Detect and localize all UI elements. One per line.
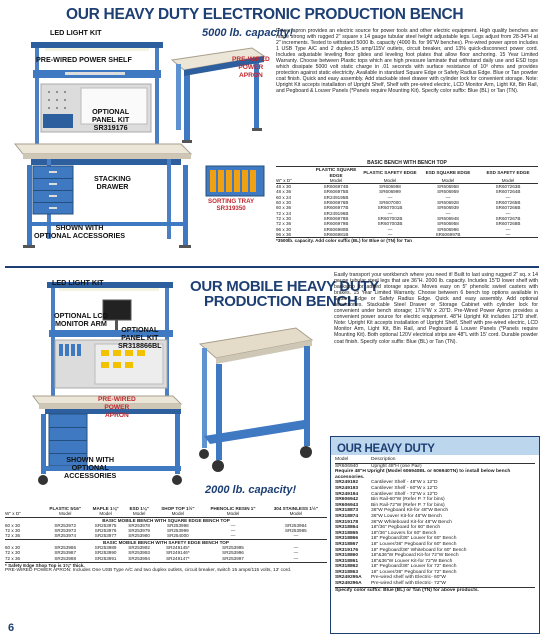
- top-group-2: ESD SQUARE EDGE: [425, 169, 471, 175]
- col-description: Description: [371, 457, 396, 462]
- model-cell: SR253995: [222, 545, 244, 551]
- model-cell: SR253993: [128, 550, 150, 556]
- model-cell: —: [505, 231, 511, 237]
- accessory-description: 18"/36" Pegboard for 60" Bench: [371, 525, 441, 531]
- accessory-model: SR318862: [335, 564, 359, 570]
- accessory-description: 18" Louver/36" Pegboard for 72" Bench: [371, 569, 457, 575]
- model-cell: SR606981B: [323, 231, 349, 237]
- model-cell: SR606959: [437, 189, 459, 195]
- size-header: W" x D": [5, 511, 21, 517]
- model-cell: SR606978B: [323, 215, 349, 221]
- size-cell: 60 x 30: [5, 545, 21, 551]
- model-cell: SR253980: [128, 533, 150, 539]
- accessories-require-note: Require 48"H Upright (Model 606940BL or 606940TN) to install below bench accessories.: [335, 469, 511, 480]
- model-cell: SR253974: [54, 533, 77, 539]
- model-cell: SR253992: [128, 545, 150, 551]
- accessory-description: 18" Pegboard/36" Louver for 60" Bench: [371, 536, 457, 542]
- model-cell: SR253977: [94, 533, 117, 539]
- model-cell: SR606980B: [323, 226, 349, 232]
- accessory-model: SR319176: [335, 547, 359, 553]
- size-cell: 48 x 30: [276, 184, 292, 190]
- model-cell: SR253989: [94, 545, 117, 551]
- callout-sorting-tray: SORTING TRAY SR319350: [208, 198, 255, 212]
- model-cell: —: [505, 210, 511, 216]
- accessory-description: Cantilever Shelf - 48"W x 12"D: [371, 480, 438, 486]
- model-cell: SR253975: [94, 522, 117, 528]
- accessory-model: SR606943: [335, 502, 359, 508]
- accessories-col-headers: [335, 457, 535, 464]
- accessory-description: 18" Pegboard/36" Louver for 72" Bench: [371, 564, 457, 570]
- size-cell: 48 x 36: [276, 189, 292, 195]
- mid-table-group-row: [5, 506, 327, 511]
- mid-table-footnote-1: * Safety Edge Shop Top is 1⅜" thick.: [5, 562, 327, 568]
- model-cell: —: [445, 210, 451, 216]
- model-cell: SR607267B: [495, 215, 521, 221]
- accessory-description: 36"W Pegboard Kit-for 48"W Bench: [371, 508, 449, 514]
- accessory-description: 18" Pegboard/36" Whiteboard for 60" Bench: [371, 547, 467, 553]
- size-cell: 60 x 36: [276, 205, 292, 211]
- model-header: Model: [289, 511, 303, 517]
- accessory-model: SR318863: [335, 569, 359, 575]
- size-cell: 96 x 30: [276, 226, 292, 232]
- model-header: Model: [383, 177, 397, 183]
- model-cell: SR607268B: [495, 221, 521, 227]
- size-cell: 60 x 24: [276, 194, 292, 200]
- model-cell: SR606996: [437, 226, 459, 232]
- first-desc: Upright 48"H (one Pair): [371, 463, 422, 469]
- accessories-header: [331, 437, 539, 455]
- size-cell: 72 x 24: [276, 210, 292, 216]
- size-cell: 72 x 30: [5, 550, 21, 556]
- model-cell: —: [230, 522, 236, 528]
- mid-capacity: 2000 lb. capacity!: [205, 484, 297, 496]
- model-cell: —: [505, 194, 511, 200]
- model-cell: —: [230, 533, 236, 539]
- accessory-model: SR318867: [335, 541, 359, 547]
- page-number: 6: [8, 622, 15, 634]
- size-cell: 72 x 30: [276, 215, 292, 221]
- accessory-model: SR318873: [335, 508, 359, 514]
- model-cell: SR249196B: [323, 210, 349, 216]
- callout-power-shelf: PRE-WIRED POWER SHELF: [36, 55, 132, 64]
- accessory-description: Pre-wired shelf with Electric- 72"W: [371, 581, 446, 587]
- model-cell: SR253997: [222, 555, 244, 561]
- mid-group-2: ESD 1⅛": [129, 506, 149, 511]
- plain-mobile-bench-photo: [196, 318, 316, 478]
- model-cell: SR253996: [222, 550, 244, 556]
- model-header: Model: [501, 177, 515, 183]
- model-cell: SR253988: [54, 555, 77, 561]
- accessories-list: [335, 480, 535, 586]
- model-cell: SR606939: [437, 205, 459, 211]
- accessory-description: 18"/36" Louvers for 60" Bench: [371, 530, 437, 536]
- accessory-model: SR606942: [335, 497, 359, 503]
- accessory-model: SR319178: [335, 519, 359, 525]
- model-cell: SR253998: [167, 522, 189, 528]
- model-cell: —: [293, 533, 299, 539]
- model-header: Model: [329, 177, 343, 183]
- model-cell: —: [387, 226, 393, 232]
- top-title: OUR HEAVY DUTY ELECTRONIC PRODUCTION BENCH: [66, 6, 464, 23]
- model-cell: SR253987: [54, 550, 77, 556]
- top-group-0: PLASTIC SQUARE EDGE: [315, 167, 357, 178]
- mid-description: Easily transport your workbench where you need it! Built to last using rugged 2" sq. x 14 gauge tubular steel legs that are 36"H. 2000 lb. capacity. Includes 15"D lower shelf with backstop for added storage space. Moves easy on 5" phenolic swivel casters with brakes. 15 Year Limited Warranty. Choose between 6 bench top options available in Square Edge or Safety Radius Edge. Quick and easy assembly. Add optional accessories. Stackable Steel Drawer or Storage Cabinet with cylinder lock for convenient under bench storage; 17⅞"W x 20"D. Pre-Wired Power Apron provides a convenient power source for electric equipment. 48"H Upright Kit includes 12"D shelf. Note: Upright Kit accepts installation of Upright Shelf, Shelf with pre-wired electric, LCD Monitor Arm, Light Kit, Bin Rail, and Pegboard & Louver Panels (*Panels require Mounting Kit). Both optional 120V electrical strips are 48"L with 15' cord. Durable powder coat finish. Specify color suffix: Blue (BL) or Tan (TN).: [334, 272, 538, 345]
- model-cell: —: [387, 194, 393, 200]
- model-cell: SR253990: [94, 550, 117, 556]
- model-cell: SR607002B: [377, 215, 403, 221]
- plain-mobile-bench-illustration: [196, 318, 316, 478]
- model-cell: SR606979B: [323, 221, 349, 227]
- callout-power-apron-top: PRE-WIRED POWER APRON: [232, 56, 270, 79]
- callout-led-light-top: LED LIGHT KIT: [50, 28, 102, 37]
- accessory-description: Bin Rail-72"W (Refer P. 7 for bins): [371, 502, 445, 508]
- top-capacity: 5000 lb. capacity!: [202, 27, 294, 39]
- table-caption: BASIC MOBILE BENCH WITH SAFETY EDGE BENCH TOP: [5, 539, 327, 545]
- top-group-1: PLASTIC SAFETY EDGE: [363, 169, 417, 175]
- accessory-description: 18" Louver/36" Pegboard for 60" Bench: [371, 541, 457, 547]
- accessory-model: SR318860: [335, 553, 359, 559]
- model-cell: SR249145*: [166, 545, 190, 551]
- table-row: [5, 556, 327, 561]
- model-cell: SR253999: [167, 528, 189, 534]
- top-table-footnote: *3500lb. capacity. Add color suffix (BL) for Blue or (TN) for Tan: [276, 237, 538, 243]
- model-cell: SR253979: [128, 528, 150, 534]
- model-cell: SR253984: [285, 522, 307, 528]
- callout-panel-kit-top: OPTIONAL PANEL KIT SR319176: [92, 107, 130, 132]
- accessory-model: SR318861: [335, 558, 359, 564]
- accessories-suffix-note: Specify color suffix: Blue (BL) or Tan (TN) for above products.: [335, 587, 535, 594]
- model-cell: SR253978: [128, 522, 150, 528]
- model-header: Model: [441, 177, 455, 183]
- model-cell: SR607265B: [495, 200, 521, 206]
- model-cell: SR607264B: [495, 189, 521, 195]
- top-table: [276, 167, 538, 237]
- callout-shown-optional-top: SHOWN WITH OPTIONAL ACCESSORIES: [34, 223, 126, 240]
- model-cell: —: [230, 528, 236, 534]
- top-description: Power apron provides an electric source for power tools and other electric equipment. High quality benches are made strong with rugged 2" square x 14 gauge tubular steel height adjustable legs. Legs adjust from 28-34"H at 2" increments. Tested to withstand 5000 lb. capacity (4000 lb. for 96"W benches). Pre-wired power apron includes 1 USB Type A/C and 2 duplex,15 amp/115V outlets, circuit breaker, and 13% quick-disconnect power cord. Includes adjustable leveling floor glides and leveling foot plates that allow floor anchoring. 15 Year Limited Warranty. Choose between Plastic tops which are high pressure laminate that withstand daily use and ESD tops which dissipate 5000 volt static charge in .01 seconds with surface resistance of 10⁶ ohms and provides protection against static electricity. Available in standard Square Edge or Safety Radius Edge. Blue or Tan powder coat finish. Quick and easy assembly. Add stackable steel drawer with cylinder lock for convenient storage. Note: Upright Kit accepts installation of Upright Shelf, Shelf with pre-wired electric, LCD Monitor Arm, Light Kit, Bin Rail, and Pegboard & Louver Panels (*Panels require Mounting Kit). Specify color suffix: Blue (BL) or Tan (TN).: [276, 28, 538, 95]
- accessory-model: SR318865: [335, 530, 359, 536]
- model-cell: SR607266B: [495, 205, 521, 211]
- accessory-model: SR318864: [335, 525, 359, 531]
- model-cell: —: [293, 545, 299, 551]
- top-table-body: [276, 184, 538, 237]
- accessory-model: SR249193: [335, 485, 359, 491]
- col-model: Model: [335, 457, 349, 462]
- table-caption: BASIC MOBILE BENCH WITH SQUARE EDGE BENCH TOP: [5, 517, 327, 523]
- model-cell: SR606997B: [435, 231, 461, 237]
- model-cell: SR606976B: [323, 200, 349, 206]
- mid-table-body: [5, 517, 327, 561]
- callout-power-apron-mid: PRE-WIRED POWER APRON: [98, 396, 136, 419]
- top-table-group-row: [276, 167, 538, 178]
- model-cell: SR253994: [128, 555, 150, 561]
- model-cell: SR606999: [379, 189, 401, 195]
- model-cell: SR606977B: [323, 205, 349, 211]
- accessory-description: Cantilever Shelf - 60"W x 12"D: [371, 485, 438, 491]
- mid-table: [5, 506, 327, 561]
- accessory-model: SR249296A: [335, 581, 362, 587]
- model-cell: SR253972: [54, 522, 77, 528]
- size-cell: 72 x 36: [5, 533, 21, 539]
- model-cell: —: [387, 231, 393, 237]
- callout-stacking-drawer: STACKING DRAWER: [94, 174, 131, 191]
- model-header: Model: [132, 511, 146, 517]
- top-table-caption: BASIC BENCH WITH BENCH TOP: [276, 161, 538, 167]
- model-cell: —: [293, 555, 299, 561]
- accessory-description: 36"W Louver Kit-for 48"W Bench: [371, 513, 442, 519]
- mid-group-4: PHENOLIC RESIN 1": [210, 506, 256, 511]
- size-cell: 72 x 36: [5, 555, 21, 561]
- top-group-3: ESD SAFETY EDGE: [486, 169, 530, 175]
- model-cell: —: [293, 550, 299, 556]
- model-cell: SR253986: [54, 545, 77, 551]
- mid-group-0: PLASTIC 5⁄16": [49, 506, 81, 511]
- accessory-description: Pre-wired shelf with Electric- 60"W: [371, 575, 446, 581]
- size-cell: 72 x 36: [276, 221, 292, 227]
- size-cell: 96 x 36: [276, 231, 292, 237]
- model-cell: SR607003B: [377, 221, 403, 227]
- mid-spec-table: [5, 506, 327, 574]
- size-cell: 72 x 30: [5, 528, 21, 534]
- model-cell: SR253985: [285, 528, 307, 534]
- first-model: SR606940: [335, 463, 359, 469]
- accessory-model: SR318874: [335, 513, 359, 519]
- mid-table-footnote-2: PRE-WIRED POWER APRON: Includes One USB Type A/C and two duplex outlets, circuit breaker, switch 15 amps/115 volts, 13' cord.: [5, 568, 292, 574]
- size-cell: 60 x 30: [5, 522, 21, 528]
- model-cell: SR606958: [437, 221, 459, 227]
- callout-led-light-mid: LED LIGHT KIT: [52, 278, 104, 287]
- accessories-title: OUR HEAVY DUTY: [337, 443, 435, 455]
- model-cell: SR606948: [437, 215, 459, 221]
- mid-group-3: SHOP TOP 1½": [161, 506, 195, 511]
- model-cell: SR249146*: [166, 550, 190, 556]
- accessory-description: Cantilever Shelf - 72"W x 12"D: [371, 491, 438, 497]
- model-header: Model: [99, 511, 112, 517]
- model-cell: —: [387, 210, 393, 216]
- accessories-box: [330, 436, 540, 634]
- top-spec-table: [276, 161, 538, 243]
- size-cell: 60 x 30: [276, 200, 292, 206]
- section-divider: [5, 266, 539, 268]
- model-cell: SR607001B: [377, 205, 403, 211]
- accessory-model: SR249192: [335, 480, 359, 486]
- accessory-model: SR249295A: [335, 575, 362, 581]
- model-cell: SR253976: [94, 528, 117, 534]
- size-header: W" x D": [276, 177, 292, 183]
- model-cell: SR606974B: [323, 184, 349, 190]
- model-cell: SR606998: [379, 184, 401, 190]
- callout-panel-kit-mid: OPTIONAL PANEL KIT SR318866BL: [118, 325, 162, 350]
- mid-group-5: 304 STAINLESS 1½": [273, 506, 318, 511]
- model-header: Model: [171, 511, 185, 517]
- model-cell: SR606958: [437, 184, 459, 190]
- mid-group-1: MAPLE 1⅛": [92, 506, 119, 511]
- callout-shown-optional-mid: SHOWN WITH OPTIONAL ACCESSORIES: [64, 455, 117, 480]
- accessory-model: SR249194: [335, 491, 359, 497]
- model-cell: SR607263B: [495, 184, 521, 190]
- accessory-model: SR318866: [335, 536, 359, 542]
- model-cell: SR253991: [94, 555, 117, 561]
- model-cell: SR249195B: [323, 194, 349, 200]
- mid-title-line1: OUR MOBILE HEAVY DUTY: [190, 278, 379, 295]
- model-header: Model: [58, 511, 72, 517]
- model-cell: SR253973: [54, 528, 77, 534]
- model-cell: SR606928: [437, 200, 459, 206]
- accessory-description: Bin Rail-60"W (Refer P. 7 for bins): [371, 497, 445, 503]
- mid-title-line2: PRODUCTION BENCH: [204, 293, 358, 310]
- accessory-description: 18"&36"W Pegboard Kit-for 72"W Bench: [371, 553, 459, 559]
- model-cell: SR607000: [379, 200, 401, 206]
- model-cell: —: [445, 194, 451, 200]
- model-cell: SR249147*: [166, 555, 190, 561]
- model-header: Model: [226, 511, 240, 517]
- model-cell: SR606975B: [323, 189, 349, 195]
- model-cell: SR254000: [167, 533, 189, 539]
- accessory-description: 36"W Whiteboard Kit-for 48"W Bench: [371, 519, 452, 525]
- accessory-description: 18"&36"W Louver Kit-for 72"W Bench: [371, 558, 453, 564]
- callout-lcd-arm: OPTIONAL LCD MONITOR ARM: [54, 311, 108, 328]
- model-cell: —: [505, 226, 511, 232]
